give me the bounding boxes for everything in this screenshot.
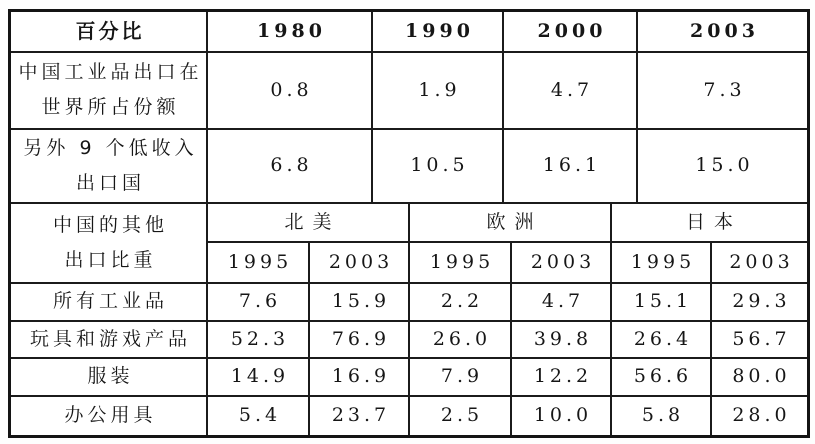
row-label-china-world-share <box>11 53 208 130</box>
row-label-line: 中国工业品出口在 <box>18 61 203 84</box>
value-cell: 26.4 <box>612 322 712 359</box>
value-cell: 76.9 <box>310 322 410 359</box>
value-cell: 23.7 <box>310 397 410 435</box>
value-cell: 7.9 <box>410 359 512 397</box>
value-cell: 16.1 <box>504 130 638 204</box>
row-label-all-manufactures: 所有工业品 <box>11 284 208 322</box>
value-cell: 12.2 <box>512 359 612 397</box>
value-cell: 56.7 <box>712 322 807 359</box>
value-cell: 80.0 <box>712 359 807 397</box>
corner-header-percent: 百分比 <box>11 12 208 53</box>
year-header-1990: 1990 <box>373 12 504 53</box>
value-cell: 1.9 <box>373 53 504 130</box>
corner-header-line: 中国的其他 <box>52 213 168 236</box>
corner-header-other-exports <box>11 204 208 284</box>
table-section-world-share <box>11 12 807 204</box>
value-cell: 29.3 <box>712 284 807 322</box>
value-cell: 5.8 <box>612 397 712 435</box>
value-cell: 28.0 <box>732 404 791 427</box>
value-cell: 39.8 <box>512 322 612 359</box>
value-cell: 26.0 <box>410 322 512 359</box>
region-header-japan: 日本 <box>612 204 807 243</box>
value-cell: 6.8 <box>208 130 373 204</box>
row-label-line: 另外 9 个低收入 <box>23 136 198 159</box>
region-header-europe: 欧洲 <box>410 204 612 243</box>
subyear-header-2003: 2003 <box>310 243 410 284</box>
value-cell: 7.3 <box>638 53 807 130</box>
subyear-header-2003: 2003 <box>712 243 807 284</box>
value-cell: 4.7 <box>512 284 612 322</box>
row-label-office-supplies: 办公用具 <box>11 397 208 435</box>
value-cell: 5.4 <box>208 397 310 435</box>
table-section-region-share <box>11 204 807 435</box>
value-cell: 7.6 <box>208 284 310 322</box>
region-header-north-america: 北美 <box>208 204 410 243</box>
value-cell: 0.8 <box>208 53 373 130</box>
corner-header-line: 出口比重 <box>64 248 157 271</box>
subyear-header-1995: 1995 <box>612 243 712 284</box>
year-header-2000: 2000 <box>504 12 638 53</box>
value-cell: 52.3 <box>208 322 310 359</box>
value-cell: 4.7 <box>504 53 638 130</box>
value-cell: 15.9 <box>310 284 410 322</box>
value-cell: 56.6 <box>612 359 712 397</box>
row-label-nine-low-income <box>11 130 208 204</box>
subyear-header-2003: 2003 <box>512 243 612 284</box>
value-cell: 2.2 <box>410 284 512 322</box>
subyear-header-1995: 1995 <box>410 243 512 284</box>
row-label-line: 出口国 <box>75 171 145 194</box>
value-cell: 15.0 <box>638 130 807 204</box>
value-cell: 14.9 <box>208 359 310 397</box>
value-cell: 15.1 <box>612 284 712 322</box>
value-cell: 10.5 <box>373 130 504 204</box>
year-header-1980: 1980 <box>208 12 373 53</box>
subyear-header-1995: 1995 <box>208 243 310 284</box>
row-label-line: 世界所占份额 <box>41 96 180 118</box>
row-label-clothing: 服装 <box>11 359 208 397</box>
value-cell: 16.9 <box>310 359 410 397</box>
value-cell: 10.0 <box>512 397 612 435</box>
statistics-table <box>8 9 810 438</box>
year-header-2003: 2003 <box>638 12 807 53</box>
row-label-toys-games: 玩具和游戏产品 <box>11 322 208 359</box>
value-cell: 2.5 <box>410 397 512 435</box>
